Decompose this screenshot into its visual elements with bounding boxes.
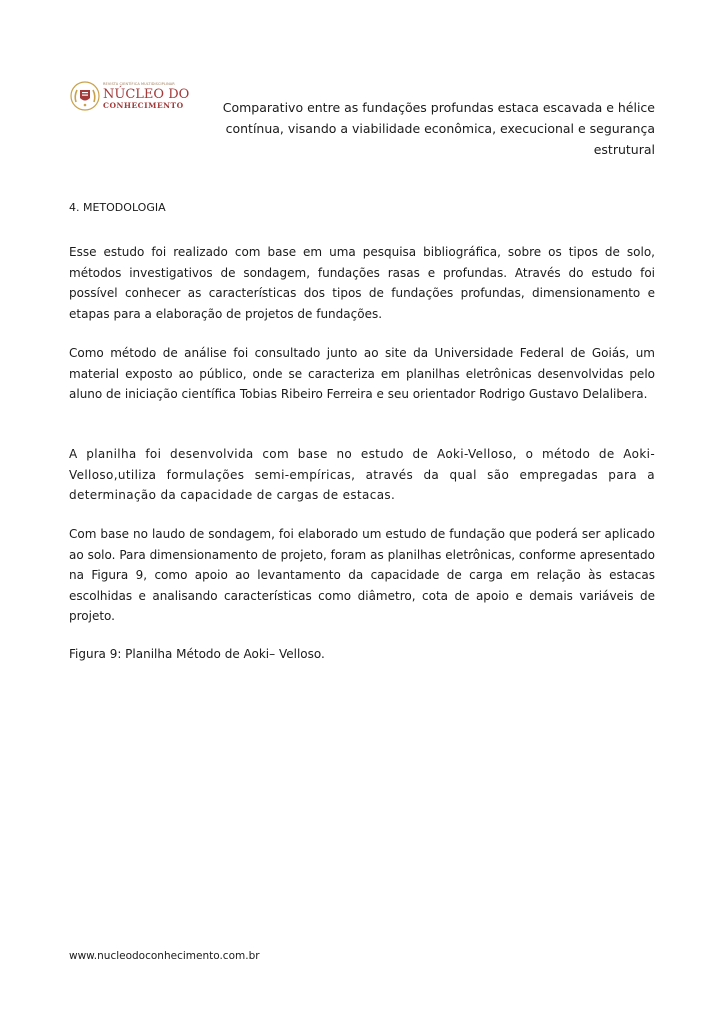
paragraph: Com base no laudo de sondagem, foi elaborado um estudo de fundação que poderá ser aplicado ao solo. Para dimensionamento de projeto, foram as planilhas eletrônicas, conforme apresentado na Figura 9, como apoio ao levantamento da capacidade de carga em relação às estacas escolhidas e analisando características como diâmetro, cota de apoio e demais variáveis de projeto.	[69, 527, 655, 623]
paragraph: Esse estudo foi realizado com base em uma pesquisa bibliográfica, sobre os tipos de solo, métodos investigativos de sondagem, fundações rasas e profundas. Através do estudo foi possível conhecer as características dos tipos de fundações profundas, dimensionamento e etapas para a elaboração de projetos de fundações.	[69, 245, 655, 321]
paragraph: Como método de análise foi consultado junto ao site da Universidade Federal de Goiás, um material exposto ao público, onde se caracteriza em planilhas eletrônicas desenvolvidas pelo aluno de iniciação científica Tobias Ribeiro Ferreira e seu orientador Rodrigo Gustavo Delalibera.	[69, 346, 655, 401]
laurel-shield-icon	[70, 81, 100, 111]
logo-tagline: REVISTA CIENTÍFICA MULTIDISCIPLINAR	[103, 82, 175, 86]
paragraph: A planilha foi desenvolvida com base no estudo de Aoki-Velloso, o método de Aoki-Velloso,utiliza formulações semi-empíricas, através da qual são empregadas para a determinação da capacidade de cargas de estacas.	[69, 447, 655, 502]
footer-url[interactable]: www.nucleodoconhecimento.com.br	[69, 950, 260, 962]
article-title: Comparativo entre as fundações profundas estaca escavada e hélice contínua, visando a viabilidade econômica, execucional e segurança estrutural	[222, 100, 655, 157]
logo-name: NÚCLEO DO	[103, 86, 190, 102]
section-heading: 4. METODOLOGIA	[69, 201, 166, 214]
journal-logo	[70, 78, 195, 114]
logo-subname: CONHECIMENTO	[103, 100, 184, 110]
figure-caption: Figura 9: Planilha Método de Aoki– Velloso.	[69, 647, 325, 661]
